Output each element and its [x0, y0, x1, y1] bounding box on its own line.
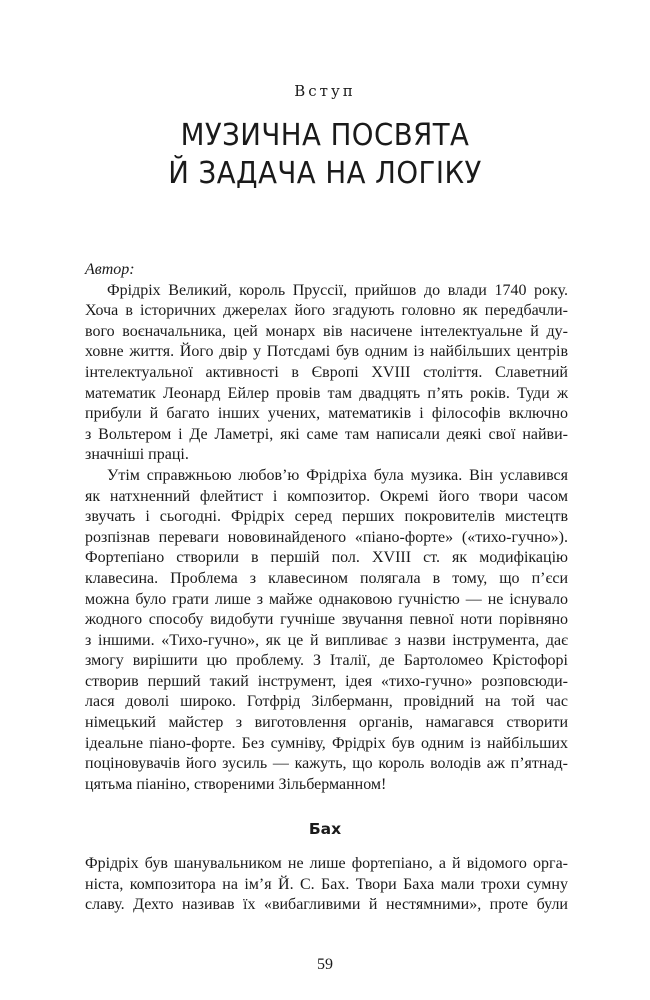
author-label: Автор:: [85, 261, 135, 278]
chapter-title-line: Й ЗАДАЧА НА ЛОГІКУ: [168, 156, 482, 191]
paragraph-line: можна було грати лише з майже однаковою гучністю — не існувало: [85, 590, 568, 608]
paragraph-line: цятьма піаніно, створеними Зільберманном!: [85, 775, 387, 793]
paragraph-line: Фрідріх Великий, король Пруссії, прийшов до влади 1740 року.: [107, 281, 568, 299]
paragraph-line: Хоча в історичних джерелах його згадують головно як передбачли-: [85, 302, 568, 320]
page-number: 59: [317, 956, 333, 973]
paragraph-line: як натхненний флейтист і композитор. Окремі його твори часом: [85, 487, 568, 505]
chapter-title-line: МУЗИЧНА ПОСВЯТА: [180, 118, 470, 153]
paragraph-line: створив перший такий інструмент, ідея «тихо-гучно» розповсюди-: [85, 672, 568, 690]
paragraph-line: з Вольтером і Де Ламетрі, які саме там написали деякі свої найви-: [85, 425, 568, 443]
intro-text: [85, 260, 568, 795]
paragraph-line: змогу вирішити цю проблему. З Італії, де Бартоломео Крістофорі: [85, 652, 568, 670]
section-text: [85, 854, 568, 916]
paragraph-line: значніші праці.: [85, 446, 189, 464]
paragraph-line: прибули й багато інших учених, математиків і філософів включно: [85, 405, 568, 423]
paragraph-line: з іншими. «Тихо-гучно», як це й випливає з назви інструмента, дає: [85, 631, 568, 649]
paragraph-line: математик Леонард Ейлер провів там двадцять п’ять років. Туди ж: [85, 384, 568, 402]
chapter-label: Вступ: [294, 82, 356, 100]
paragraph-line: жодного способу видобути гучніше звучання певної ноти порівняно: [85, 611, 568, 629]
paragraph-line: ніста, композитора на ім’я Й. С. Бах. Твори Баха мали трохи сумну: [85, 875, 568, 893]
paragraph-line: Утім справжньою любов’ю Фрідріха була музика. Він уславився: [107, 466, 568, 484]
paragraph-line: вого воєначальника, цей монарх вів насичене інтелектуальне й ду-: [85, 322, 568, 340]
paragraph-line: звучать і сьогодні. Фрідріх серед перших покровителів мистецтв: [85, 508, 568, 526]
paragraph-line: німецький майстер з виготовлення органів, намагався створити: [85, 714, 568, 732]
paragraph-line: поціновувачів його зусиль — кажуть, що король володів аж п’ятнад-: [85, 755, 568, 773]
paragraph-line: інтелектуальної активності в Європі XVIII століття. Славетний: [85, 363, 568, 381]
paragraph-line: Фрідріх був шанувальником не лише фортепіано, а й відомого орга-: [85, 855, 568, 872]
paragraph-line: клавесина. Проблема з клавесином полягала в тому, що п’єси: [85, 569, 568, 587]
paragraph-line: розпізнав переваги нововинайденого «піано-форте» («тихо-гучно»).: [85, 528, 568, 546]
paragraph-line: Фортепіано створили в першій пол. XVIII ст. як модифікацію: [85, 549, 568, 567]
paragraph-line: ховне життя. Його двір у Потсдамі був одним із найбільших центрів: [85, 343, 568, 361]
paragraph-line: лася доволі широко. Готфрід Зілберманн, провідний на той час: [85, 693, 568, 711]
paragraph-line: ідеальне піано-форте. Без сумніву, Фрідріх був одним із найбільших: [85, 734, 568, 752]
chapter-title: [0, 117, 650, 193]
section-heading: Бах: [308, 820, 342, 838]
paragraph-line: славу. Дехто називав їх «вибагливими й нестямними», проте були: [85, 896, 568, 914]
